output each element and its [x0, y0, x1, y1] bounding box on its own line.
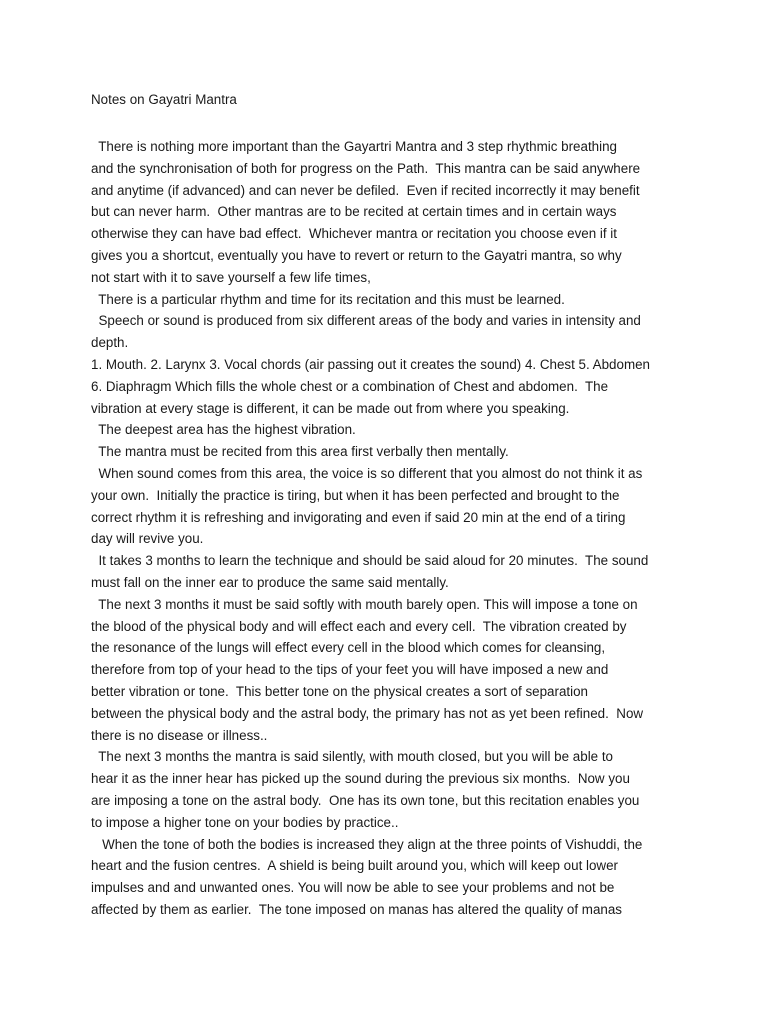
text-line: the blood of the physical body and will effect each and every cell. The vibration created by: [91, 618, 627, 634]
text-line: but can never harm. Other mantras are to be recited at certain times and in certain ways: [91, 204, 617, 220]
text-line: to impose a higher tone on your bodies by practice..: [91, 814, 399, 830]
text-line: There is nothing more important than the Gayartri Mantra and 3 step rhythmic breathing: [91, 139, 617, 154]
text-line: 1. Mouth. 2. Larynx 3. Vocal chords (air passing out it creates the sound) 4. Chest 5. Abdomen: [91, 356, 650, 372]
text-line: affected by them as earlier. The tone imposed on manas has altered the quality of manas: [91, 901, 622, 917]
text-line: correct rhythm it is refreshing and invigorating and even if said 20 min at the end of a tiring: [91, 509, 626, 525]
text-line: and the synchronisation of both for progress on the Path. This mantra can be said anywhere: [91, 160, 641, 176]
text-line: better vibration or tone. This better tone on the physical creates a sort of separation: [91, 683, 588, 699]
text-line: between the physical body and the astral body, the primary has not as yet been refined. Now: [91, 705, 644, 721]
text-line: are imposing a tone on the astral body. One has its own tone, but this recitation enables you: [91, 792, 640, 808]
text-line: When sound comes from this area, the voice is so different that you almost do not think it as: [91, 465, 643, 481]
text-line: vibration at every stage is different, it can be made out from where you speaking.: [91, 400, 570, 416]
text-line: not start with it to save yourself a few life times,: [91, 269, 371, 285]
text-line: your own. Initially the practice is tiring, but when it has been perfected and brought to the: [91, 487, 620, 503]
text-line: hear it as the inner hear has picked up the sound during the previous six months. Now you: [91, 771, 630, 787]
text-line: and anytime (if advanced) and can never be defiled. Even if recited incorrectly it may benefit: [91, 182, 640, 198]
text-line: day will revive you.: [91, 531, 204, 547]
text-line: The deepest area has the highest vibration.: [91, 422, 356, 438]
text-line: must fall on the inner ear to produce the same said mentally.: [91, 574, 449, 590]
text-line: therefore from top of your head to the tips of your feet you will have imposed a new and: [91, 662, 609, 678]
text-line: It takes 3 months to learn the technique and should be said aloud for 20 minutes. The sound: [91, 553, 649, 569]
text-line: the resonance of the lungs will effect every cell in the blood which comes for cleansing,: [91, 640, 606, 656]
text-line: there is no disease or illness..: [91, 727, 268, 743]
text-line: When the tone of both the bodies is increased they align at the three points of Vishuddi, the: [91, 836, 643, 852]
text-line: impulses and and unwanted ones. You will now be able to see your problems and not be: [91, 880, 615, 896]
text-line: Speech or sound is produced from six different areas of the body and varies in intensity and: [91, 313, 641, 329]
text-line: otherwise they can have bad effect. Whichever mantra or recitation you choose even if it: [91, 226, 617, 242]
text-line: The next 3 months it must be said softly with mouth barely open. This will impose a tone on: [91, 596, 638, 612]
text-line: gives you a shortcut, eventually you have to revert or return to the Gayatri mantra, so why: [91, 247, 622, 263]
text-line: There is a particular rhythm and time for its recitation and this must be learned.: [91, 291, 565, 307]
text-line: 6. Diaphragm Which fills the whole chest or a combination of Chest and abdomen. The: [91, 378, 609, 394]
text-line: The next 3 months the mantra is said silently, with mouth closed, but you will be able to: [91, 749, 614, 765]
text-line: The mantra must be recited from this area first verbally then mentally.: [91, 444, 509, 460]
document-title: Notes on Gayatri Mantra: [91, 92, 237, 107]
document-body: [91, 136, 691, 921]
text-line: heart and the fusion centres. A shield is being built around you, which will keep out lower: [91, 858, 619, 874]
text-line: depth.: [91, 335, 129, 351]
